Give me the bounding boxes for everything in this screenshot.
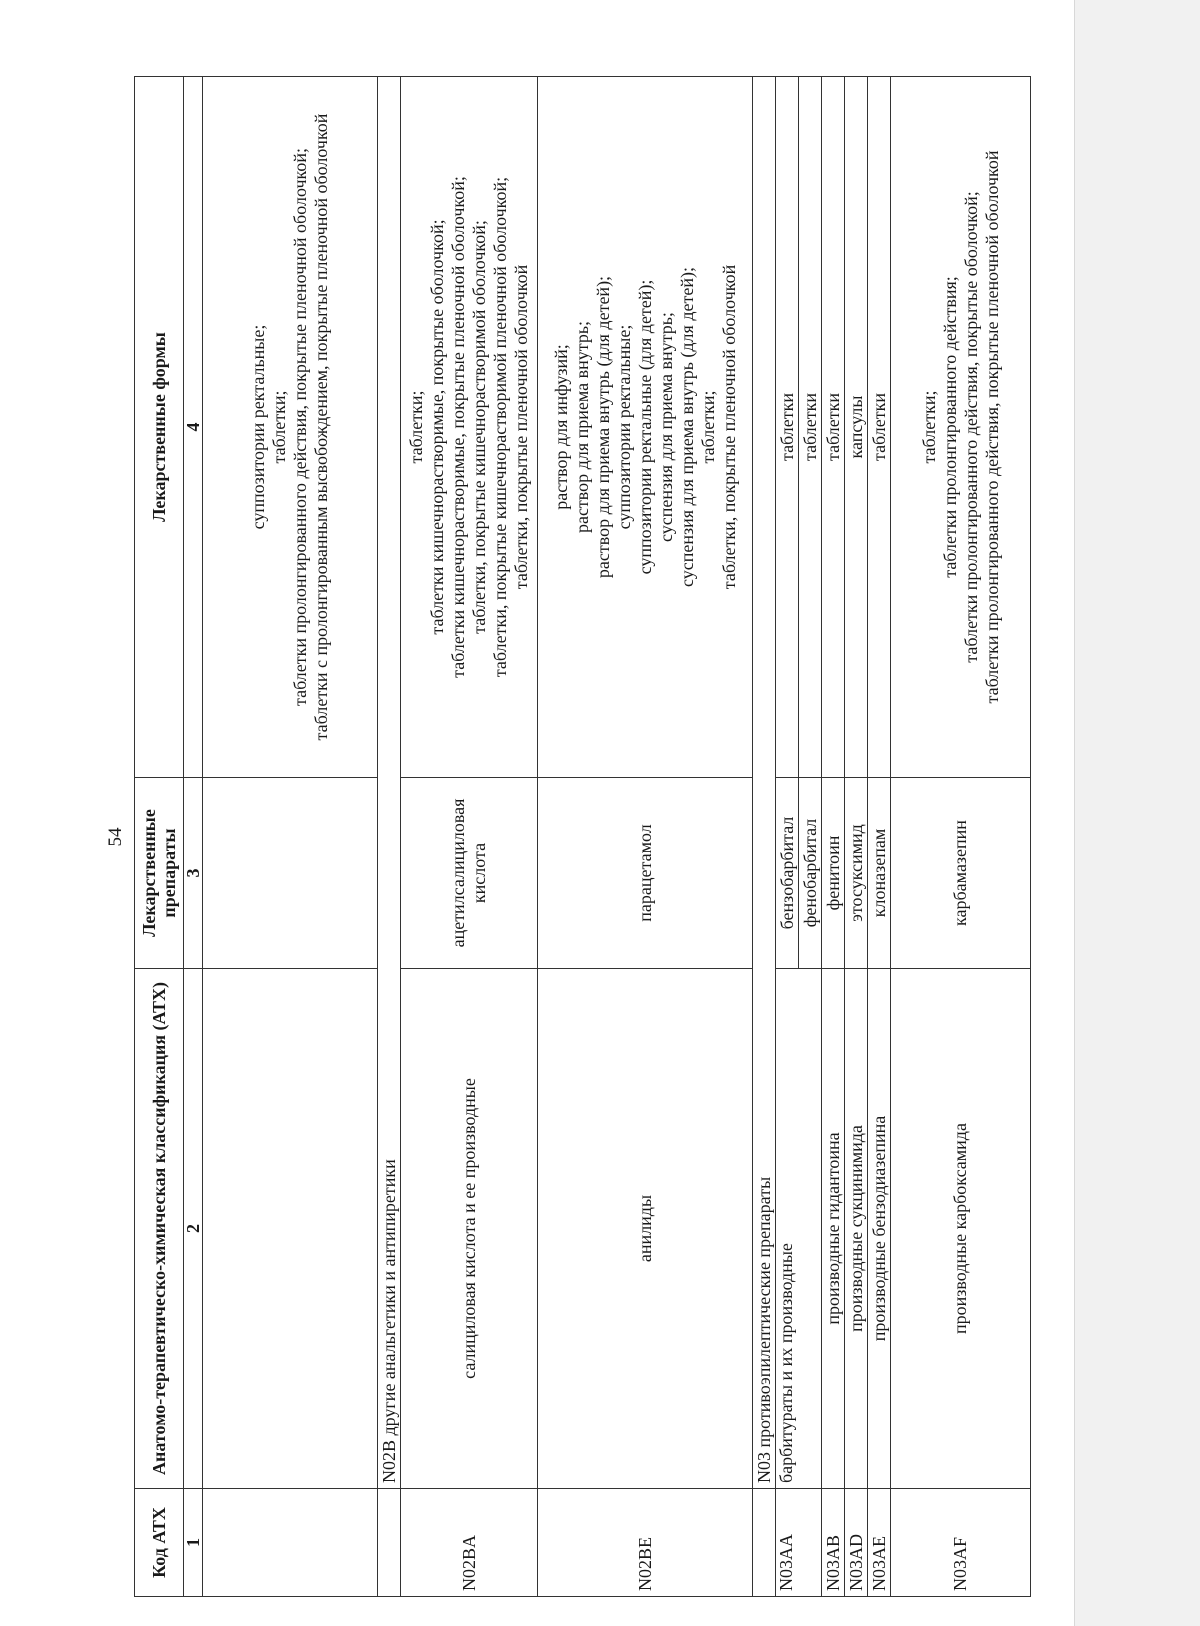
column-number: 3 xyxy=(184,778,203,969)
column-number: 1 xyxy=(184,1489,203,1597)
dosage-forms: раствор для инфузий; раствор для приема внутрь; раствор для приема внутрь (для детей); суппозитории ректальные; суппозитории ректальные (для детей); суспензия для приема внутрь; суспензия для приема внутрь (для детей); таблетки; таблетки, покрытые пленочной оболочкой xyxy=(538,77,753,778)
dosage-forms: капсулы xyxy=(845,77,868,778)
table-row xyxy=(538,77,753,1597)
drug-name: ацетилсалициловая кислота xyxy=(401,778,538,969)
dosage-forms: таблетки; таблетки кишечнорастворимые, покрытые оболочкой; таблетки кишечнорастворимые, покрытые пленочной оболочкой; таблетки, покрытые кишечнорастворимой оболочкой; таблетки, покрытые кишечнорастворимой пленочной оболочкой; таблетки, покрытые пленочной оболочкой xyxy=(401,77,538,778)
atx-code: N03AA xyxy=(776,1489,822,1597)
drug-name: бензобарбитал xyxy=(776,778,799,969)
column-number-row xyxy=(184,77,203,1597)
drug-name: клоназепам xyxy=(868,778,891,969)
dosage-forms: суппозитории ректальные; таблетки; таблетки пролонгированного действия, покрытые пленочной оболочкой; таблетки с пролонгированным высвобождением, покрытые пленочной оболочкой xyxy=(203,77,378,778)
drug-name: фенитоин xyxy=(822,778,845,969)
group-row xyxy=(753,77,776,1597)
atx-code: N02BE xyxy=(538,1489,753,1597)
table-row xyxy=(776,77,799,1597)
table-row xyxy=(868,77,891,1597)
header-atx-code: Код АТХ xyxy=(135,1489,184,1597)
atx-classification: салициловая кислота и ее производные xyxy=(401,969,538,1489)
rotated-sheet xyxy=(105,77,1023,1597)
header-drugs: Лекарственные препараты xyxy=(135,778,184,969)
group-row xyxy=(378,77,401,1597)
atx-classification: барбитураты и их производные xyxy=(776,969,822,1489)
atx-code: N03AD xyxy=(845,1489,868,1597)
atx-classification: анилиды xyxy=(538,969,753,1489)
table-row xyxy=(891,77,1031,1597)
drug-table xyxy=(134,76,1031,1597)
column-number: 2 xyxy=(184,969,203,1489)
dosage-forms: таблетки xyxy=(868,77,891,778)
drug-name: парацетамол xyxy=(538,778,753,969)
header-atx-classification: Анатомо-терапевтическо-химическая классификация (АТХ) xyxy=(135,969,184,1489)
atx-classification: производные карбоксамида xyxy=(891,969,1031,1489)
table-row-continuation xyxy=(203,77,378,1597)
page-gutter xyxy=(1074,0,1200,1626)
atx-classification: производные сукцинимида xyxy=(845,969,868,1489)
atx-code: N03AF xyxy=(891,1489,1031,1597)
dosage-forms: таблетки xyxy=(822,77,845,778)
drug-name: фенобарбитал xyxy=(799,778,822,969)
group-title: N02B другие анальгетики и антипиретики xyxy=(378,77,401,1489)
atx-classification: производные гидантоина xyxy=(822,969,845,1489)
header-dosage-forms: Лекарственные формы xyxy=(135,77,184,778)
drug-name: этосуксимид xyxy=(845,778,868,969)
dosage-forms: таблетки xyxy=(799,77,822,778)
page-number: 54 xyxy=(105,827,126,847)
atx-code: N03AE xyxy=(868,1489,891,1597)
dosage-forms: таблетки xyxy=(776,77,799,778)
column-number: 4 xyxy=(184,77,203,778)
atx-code: N03AB xyxy=(822,1489,845,1597)
header-row xyxy=(135,77,184,1597)
drug-name: карбамазепин xyxy=(891,778,1031,969)
dosage-forms: таблетки; таблетки пролонгированного действия; таблетки пролонгированного действия, покрытые оболочкой; таблетки пролонгированного действия, покрытые пленочной оболочкой xyxy=(891,77,1031,778)
atx-classification: производные бензодиазепина xyxy=(868,969,891,1489)
table-row xyxy=(822,77,845,1597)
table-row xyxy=(401,77,538,1597)
table-row xyxy=(845,77,868,1597)
atx-code: N02BA xyxy=(401,1489,538,1597)
group-title: N03 противоэпилептические препараты xyxy=(753,77,776,1489)
